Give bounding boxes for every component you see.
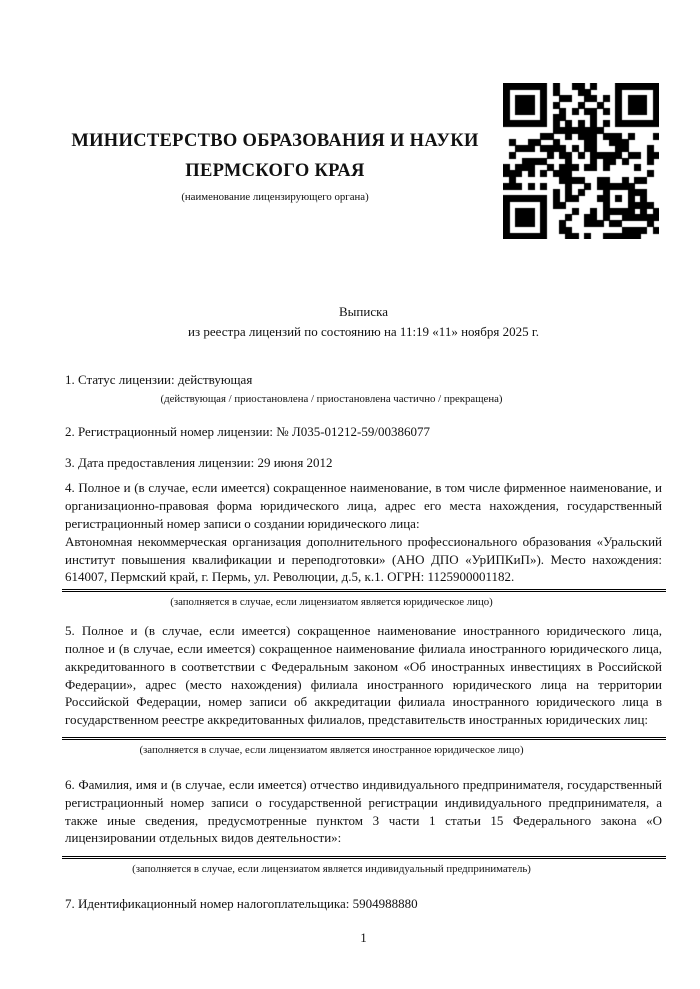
document-title bbox=[65, 302, 662, 342]
item-legal-entity-label: 4. Полное и (в случае, если имеется) сокращенное наименование, в том числе фирменное наименование, и организационно-правовая форма юридического лица, адрес его места нахождения, государственный регистрационный номер записи о создании юридического лица: bbox=[65, 480, 662, 531]
licensing-authority-block bbox=[63, 126, 487, 205]
item-taxpayer-number: 7. Идентификационный номер налогоплательщика: 5904988880 bbox=[65, 896, 418, 912]
item-license-status: 1. Статус лицензии: действующая bbox=[65, 372, 253, 387]
item-individual-entrepreneur-note: (заполняется в случае, если лицензиатом является индивидуальный предприниматель) bbox=[132, 863, 531, 876]
document-header bbox=[65, 0, 662, 302]
qr-code-icon bbox=[503, 83, 659, 239]
ministry-name-line2: ПЕРМСКОГО КРАЯ bbox=[185, 161, 365, 181]
item-legal-entity-note: (заполняется в случае, если лицензиатом является юридическое лицо) bbox=[170, 596, 493, 609]
item-foreign-entity-label: 5. Полное и (в случае, если имеется) сокращенное наименование иностранного юридического лица, полное и (в случае, если имеется) сокращенное наименование филиала иностранного юридического лица, аккредитованного в соответствии с Федеральным законом «Об иностранных инвестициях в Российской Федерации», адрес (место нахождения) филиала иностранного юридического лица на территории Российской Федерации, номер записи об аккредитации филиала иностранного юридического лица в государственном реестре аккредитованных филиалов, представительств иностранных юридических лиц: bbox=[65, 623, 662, 728]
item-registration-number: 2. Регистрационный номер лицензии: № Л035-01212-59/00386077 bbox=[65, 423, 431, 439]
separator-line bbox=[62, 737, 666, 740]
licensing-authority-note: (наименование лицензирующего органа) bbox=[181, 191, 369, 203]
document-title-line2: из реестра лицензий по состоянию на 11:19 «11» ноября 2025 г. bbox=[188, 324, 539, 339]
item-foreign-entity-note: (заполняется в случае, если лицензиатом является иностранное юридическое лицо) bbox=[139, 743, 524, 756]
page-number: 1 bbox=[360, 929, 367, 945]
separator-line bbox=[62, 589, 666, 592]
document-title-line1: Выписка bbox=[339, 304, 388, 319]
item-grant-date: 3. Дата предоставления лицензии: 29 июня 2012 bbox=[65, 454, 333, 470]
ministry-name-line1: МИНИСТЕРСТВО ОБРАЗОВАНИЯ И НАУКИ bbox=[71, 131, 479, 151]
item-legal-entity-value: Автономная некоммерческая организация дополнительного профессионального образования «Уральский институт повышения квалификации и переподготовки» (АНО ДПО «УрИПКиП»). Место нахождения: 614007, Пермский край, г. Пермь, ул. Революции, д.5, к.1. ОГРН: 1125900001182. bbox=[65, 533, 662, 585]
item-individual-entrepreneur-label: 6. Фамилия, имя и (в случае, если имеется) отчество индивидуального предпринимателя, государственный регистрационный номер записи о государственной регистрации индивидуального предпринимателя, а также иные сведения, предусмотренные пунктом 3 части 1 статьи 15 Федерального закона «О лицензировании отдельных видов деятельности»: bbox=[65, 776, 662, 846]
item-license-status-note: (действующая / приостановлена / приостановлена частично / прекращена) bbox=[160, 392, 503, 405]
separator-line bbox=[62, 856, 666, 859]
